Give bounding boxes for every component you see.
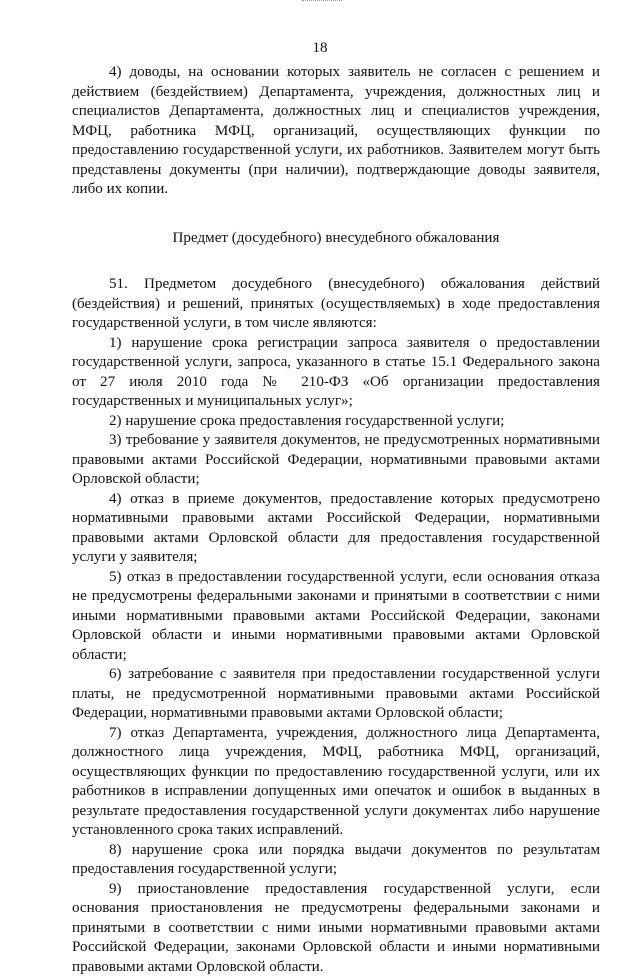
list-item-7: 7) отказ Департамента, учреждения, должностного лица Департамента, должностного лица учреждения, МФЦ, работника МФЦ, организаций, осуществляющих функции по предоставлению государственной услуги, или их работников в исправлении допущенных ими опечаток и ошибок в выданных в результате предоставления государственной услуги документах либо нарушение установленного срока таких исправлений.	[72, 724, 600, 841]
paragraph-51: 51. Предметом досудебного (внесудебного) обжалования действий (бездействия) и решений, принятых (осуществляемых) в ходе предоставления государственной услуги, в том числе являются:	[72, 275, 600, 334]
document-body	[72, 63, 600, 977]
list-item-8: 8) нарушение срока или порядка выдачи документов по результатам предоставления государственной услуги;	[72, 841, 600, 880]
list-item-2: 2) нарушение срока предоставления государственной услуги;	[72, 412, 600, 432]
list-item-9: 9) приостановление предоставления государственной услуги, если основания приостановления не предусмотрены федеральными законами и принятыми в соответствии с ними иными нормативными правовыми актами Российской Федерации, законами Орловской области и иными нормативными правовыми актами Орловской области.	[72, 880, 600, 977]
scan-artifact	[302, 0, 342, 3]
paragraph-item-4: 4) доводы, на основании которых заявитель не согласен с решением и действием (бездействием) Департамента, учреждения, должностных лиц и специалистов Департамента, должностных лиц и специалистов учреждения, МФЦ, работника МФЦ, организаций, осуществляющих функции по предоставлению государственной услуги, их работников. Заявителем могут быть представлены документы (при наличии), подтверждающие доводы заявителя, либо их копии.	[72, 63, 600, 200]
list-item-5: 5) отказ в предоставлении государственной услуги, если основания отказа не предусмотрены федеральными законами и принятыми в соответствии с ними иными нормативными правовыми актами Российской Федерации, законами Орловской области и иными нормативными правовыми актами Орловской области;	[72, 568, 600, 666]
section-heading: Предмет (досудебного) внесудебного обжалования	[72, 229, 600, 249]
list-item-3: 3) требование у заявителя документов, не предусмотренных нормативными правовыми актами Российской Федерации, нормативными правовыми актами Орловской области;	[72, 431, 600, 490]
page-number: 18	[0, 40, 640, 57]
list-item-6: 6) затребование с заявителя при предоставлении государственной услуги платы, не предусмотренной нормативными правовыми актами Российской Федерации, нормативными правовыми актами Орловской области;	[72, 665, 600, 724]
list-item-1: 1) нарушение срока регистрации запроса заявителя о предоставлении государственной услуги, запроса, указанного в статье 15.1 Федерального закона от 27 июля 2010 года № 210-ФЗ «Об организации предоставления государственных и муниципальных услуг»;	[72, 334, 600, 412]
list-item-4: 4) отказ в приеме документов, предоставление которых предусмотрено нормативными правовыми актами Российской Федерации, нормативными правовыми актами Орловской области для предоставления государственной услуги у заявителя;	[72, 490, 600, 568]
